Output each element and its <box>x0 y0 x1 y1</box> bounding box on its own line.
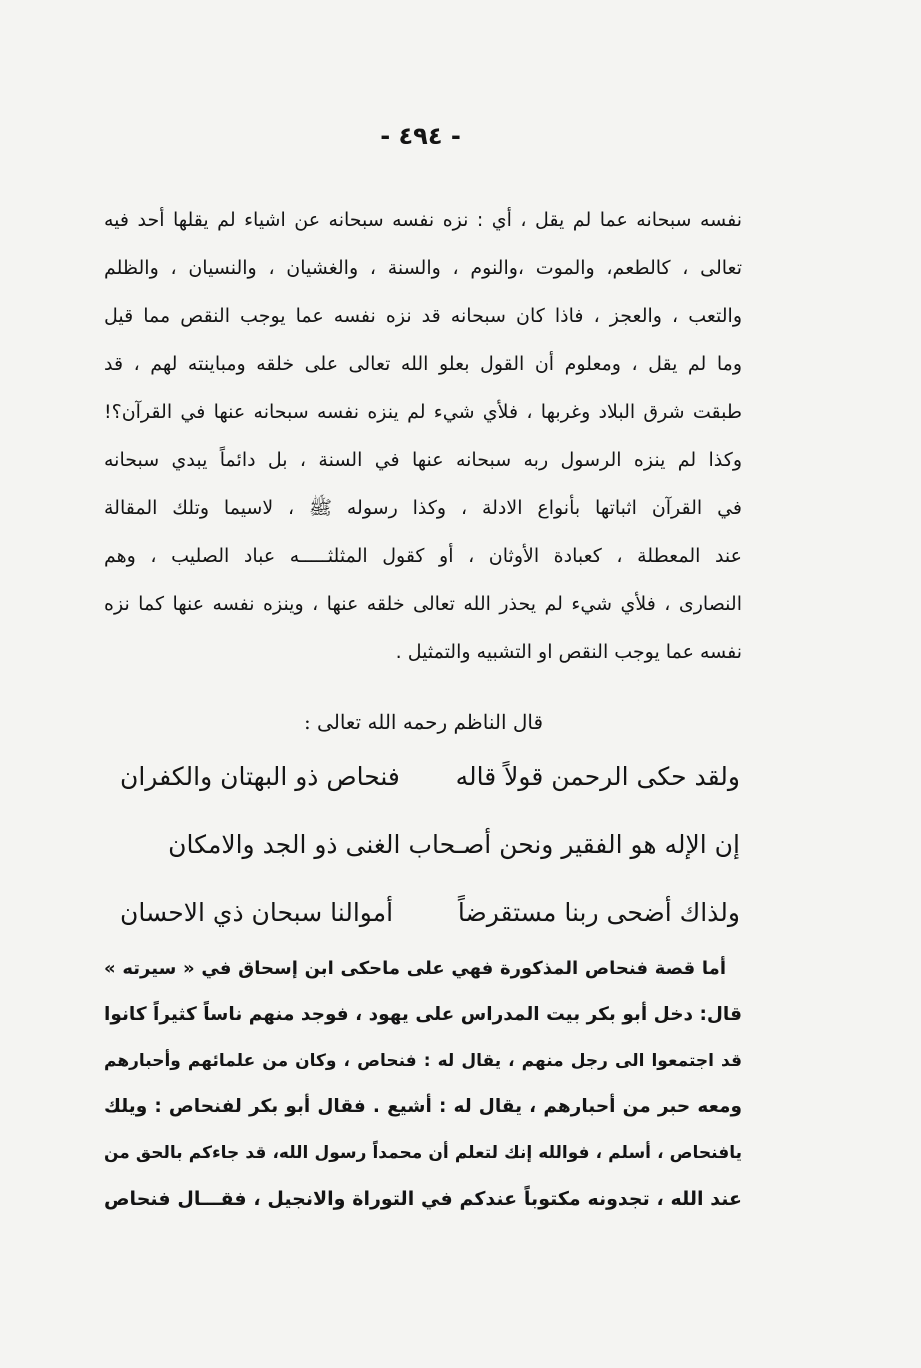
poem-verse <box>120 884 740 952</box>
narrative-paragraph <box>104 946 742 1222</box>
poem <box>120 748 740 952</box>
commentary-line: في القرآن اثباتها بأنواع الادلة ، وكذا رسوله ﷺ ، لاسيما وتلك المقالة <box>104 497 742 519</box>
verse-first-hemistich: ولذاك أضحى ربنا مستقرضاً <box>457 898 740 927</box>
narrative-line: ومعه حبر من أحبارهم ، يقال له : أشيع . فقال أبو بكر لفنحاص : ويلك <box>104 1096 742 1117</box>
narrative-line: قد اجتمعوا الى رجل منهم ، يقال له : فنحاص ، وكان من علمائهم وأحبارهم <box>104 1051 742 1071</box>
commentary-line: النصارى ، فلأي شيء لم يحذر الله تعالى خلقه عنها ، وينزه نفسه عنها كما نزه <box>104 593 742 615</box>
commentary-line: عند المعطلة ، كعبادة الأوثان ، أو كقول المثلثـــــه عباد الصليب ، وهم <box>104 545 742 567</box>
poet-heading: قال الناظم رحمه الله تعالى : <box>303 710 544 734</box>
verse-second-hemistich: فنحاص ذو البهتان والكفران <box>120 762 400 791</box>
narrative-line: أما قصة فنحاص المذكورة فهي على ماحكى ابن إسحاق في « سيرته » <box>104 958 726 979</box>
narrative-line: يافنحاص ، أسلم ، فوالله إنك لتعلم أن محمداً رسول الله، قد جاءكم بالحق من <box>104 1143 742 1163</box>
commentary-line: طبقت شرق البلاد وغربها ، فلأي شيء لم ينزه نفسه سبحانه عنها في القرآن؟! <box>104 401 742 423</box>
narrative-line: عند الله ، تجدونه مكتوباً عندكم في التوراة والانجيل ، فقـــال فنحاص <box>104 1188 742 1210</box>
poem-verse <box>120 816 740 884</box>
verse-second-hemistich: أموالنا سبحان ذي الاحسان <box>120 898 394 927</box>
commentary-line: وما لم يقل ، ومعلوم أن القول بعلو الله تعالى على خلقه ومباينته لهم ، قد <box>104 353 742 375</box>
narrative-line: قال: دخل أبو بكر بيت المدراس على يهود ، فوجد منهم ناساً كثيراً كانوا <box>104 1004 742 1025</box>
commentary-paragraph <box>104 196 742 676</box>
verse-first-hemistich: ولقد حكى الرحمن قولاً قاله <box>455 762 740 791</box>
page-number: - ٤٩٤ - <box>380 122 461 150</box>
commentary-line: تعالى ، كالطعم، والموت ،والنوم ، والسنة ، والغشيان ، والنسيان ، والظلم <box>104 257 742 279</box>
commentary-line: نفسه عما يوجب النقص او التشبيه والتمثيل . <box>395 641 742 663</box>
poem-verse <box>120 748 740 816</box>
verse-first-hemistich: إن الإله هو الفقير ونحن أصـحاب الغنى ذو الجد والامكان <box>168 830 740 859</box>
commentary-line: والتعب ، والعجز ، فاذا كان سبحانه قد نزه نفسه عما يوجب النقص مما قيل <box>104 305 742 327</box>
commentary-line: وكذا لم ينزه الرسول ربه سبحانه عنها في السنة ، بل دائماً يبدي سبحانه <box>104 449 742 471</box>
commentary-line: نفسه سبحانه عما لم يقل ، أي : نزه نفسه سبحانه عن اشياء لم يقلها أحد فيه <box>104 209 742 231</box>
